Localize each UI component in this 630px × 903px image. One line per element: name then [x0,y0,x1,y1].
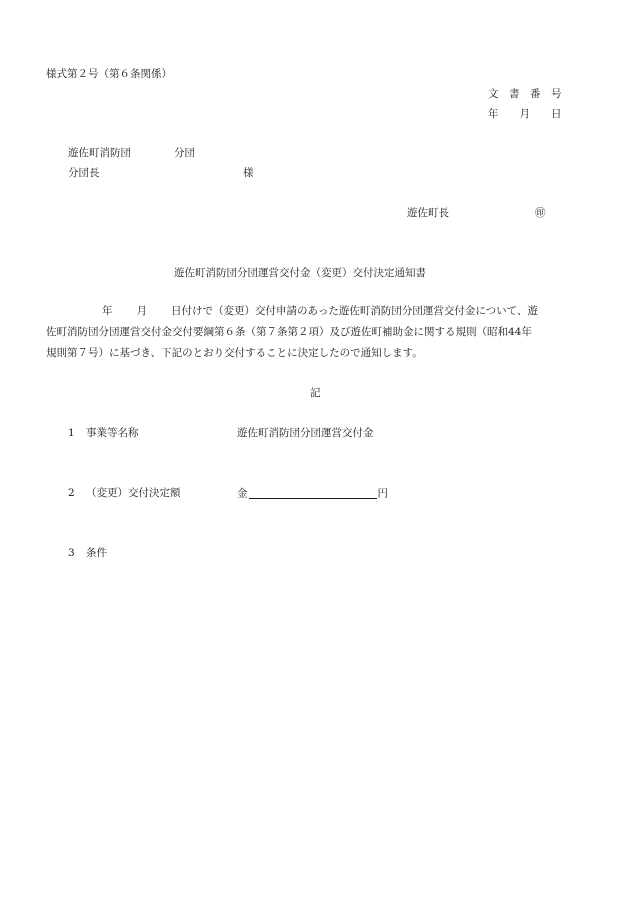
seal-mark: ㊞ [535,207,546,219]
document-date-label: 年 月 日 [488,108,562,120]
body-month: 月 [136,305,147,317]
item-1-number: 1 [68,427,75,439]
amount-prefix: 金 [237,487,248,500]
amount-line [237,488,388,499]
document-number-label: 文 書 番 号 [488,88,562,100]
item-1-value: 遊佐町消防団分団運営交付金 [237,427,374,439]
item-3-label: 条件 [86,547,107,559]
addressee-honorific: 様 [243,167,254,179]
item-3-number: 3 [68,547,75,559]
amount-blank [249,488,377,499]
amount-suffix: 円 [377,487,388,500]
body-line-1 [46,306,538,317]
addressee-title: 分団長 [68,167,100,179]
ki-heading: 記 [310,387,321,399]
item-2-label: （変更）交付決定額 [86,487,181,499]
body-year: 年 [102,305,113,317]
item-2-number: 2 [68,487,75,499]
body-line-2: 佐町消防団分団運営交付金交付要綱第６条（第７条第２項）及び遊佐町補助金に関する規則（昭和44年 [46,326,532,338]
sender-title: 遊佐町長 [407,207,449,219]
form-id: 様式第２号（第６条関係） [46,68,172,80]
addressee-org: 遊佐町消防団 [68,147,131,159]
addressee-branch: 分団 [174,147,195,159]
body-line-3: 規則第７号）に基づき、下記のとおり交付することに決定したので通知します。 [46,347,423,359]
document-title: 遊佐町消防団分団運営交付金（変更）交付決定通知書 [174,267,426,279]
body-line-1-text: 日付けで（変更）交付申請のあった遊佐町消防団分団運営交付金について、遊 [171,305,538,317]
item-1-label: 事業等名称 [86,427,139,439]
